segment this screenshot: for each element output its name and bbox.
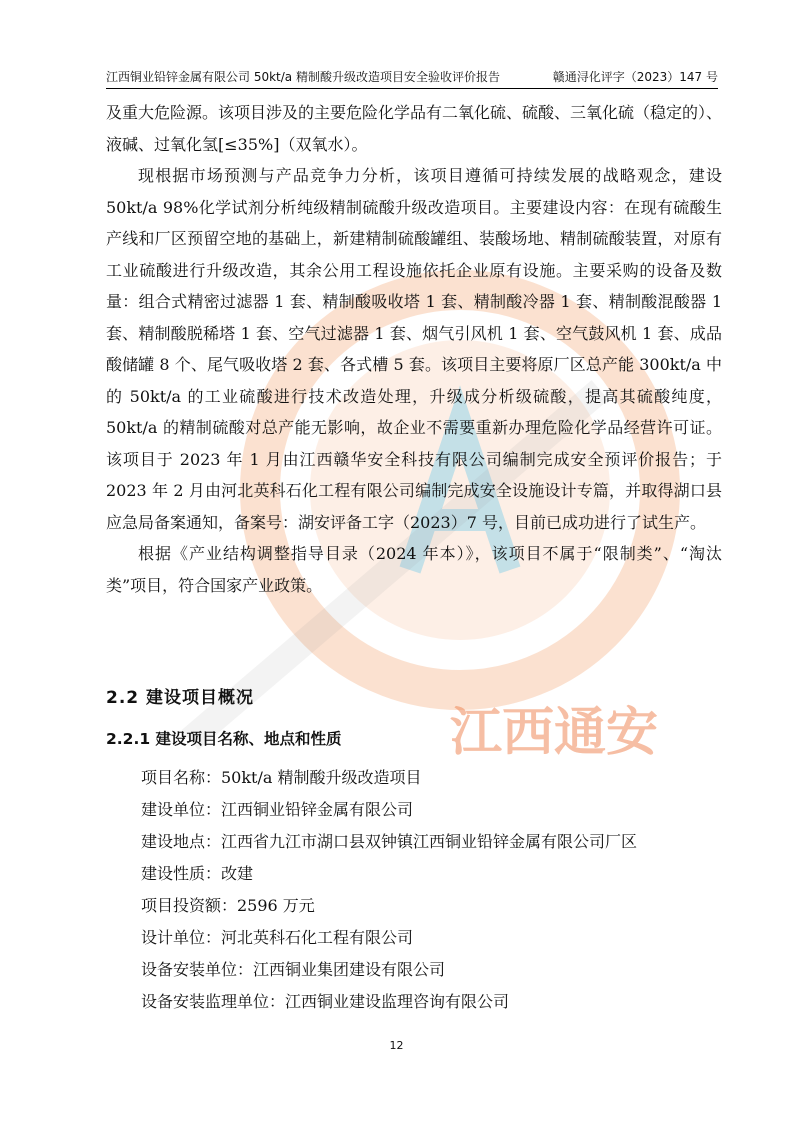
info-investment: 项目投资额：2596 万元 [141, 896, 315, 915]
paragraph-industrial-policy: 根据《产业结构调整指导目录（2024 年本）》，该项目不属于“限制类”、“淘汰类”项目，符合国家产业政策。 [106, 544, 722, 595]
paragraph-hazard-chemicals: 及重大危险源。该项目涉及的主要危险化学品有二氧化硫、硫酸、三氧化硫（稳定的）、液碱、过氧化氢[≤35%]（双氧水）。 [106, 103, 723, 154]
page-number: 12 [389, 1039, 404, 1052]
seal-text: 江西通安 [450, 703, 659, 763]
body-text [106, 97, 722, 601]
info-installation-unit: 设备安装单位：江西铜业集团建设有限公司 [141, 960, 446, 979]
paragraph-project-description: 现根据市场预测与产品竞争力分析，该项目遵循可持续发展的战略观念，建设 50kt/a 98%化学试剂分析纯级精制硫酸升级改造项目。主要建设内容：在现有硫酸生产线和厂区预留空地的基础上，新建精制硫酸罐组、装酸场地、精制硫酸装置，对原有工业硫酸进行升级改造，其余公用工程设施依托企业原有设施。主要采购的设备及数量：组合式精密过滤器 1 套、精制酸吸收塔 1 套、精制酸冷器 1 套、精制酸混酸器 1 套、精制酸脱稀塔 1 套、空气过滤器 1 套、烟气引风机 1 套、空气鼓风机 1 套、成品酸储罐 8 个、尾气吸收塔 2 套、各式槽 5 套。该项目主要将原厂区总产能 300kt/a 中的 50kt/a 的工业硫酸进行技术改造处理，升级成分析级硫酸，提高其硫酸纯度，50kt/a 的精制硫酸对总产能无影响，故企业不需要重新办理危险化学品经营许可证。该项目于 2023 年 1 月由江西赣华安全科技有限公司编制完成安全预评价报告；于 2023 年 2 月由河北英科石化工程有限公司编制完成安全设施设计专篇，并取得湖口县应急局备案通知，备案号：湖安评备工字（2023）7 号，目前已成功进行了试生产。 [106, 166, 722, 532]
project-info-list [141, 762, 741, 1018]
header-report-title: 江西铜业铅锌金属有限公司 50kt/a 精制酸升级改造项目安全验收评价报告 [106, 70, 500, 84]
section-heading-2-2: 2.2 建设项目概况 [106, 688, 255, 708]
info-design-unit: 设计单位：河北英科石化工程有限公司 [141, 928, 414, 947]
info-construction-unit: 建设单位：江西铜业铅锌金属有限公司 [141, 800, 414, 819]
info-supervision-unit: 设备安装监理单位：江西铜业建设监理咨询有限公司 [141, 992, 510, 1011]
info-construction-nature: 建设性质：改建 [141, 864, 254, 883]
info-construction-site: 建设地点：江西省九江市湖口县双钟镇江西铜业铅锌金属有限公司厂区 [141, 832, 638, 851]
section-heading-2-2-1: 2.2.1 建设项目名称、地点和性质 [106, 730, 342, 748]
info-project-name: 项目名称：50kt/a 精制酸升级改造项目 [141, 768, 422, 787]
page-header [106, 68, 718, 89]
header-report-number: 赣通浔化评字（2023）147 号 [552, 70, 718, 84]
